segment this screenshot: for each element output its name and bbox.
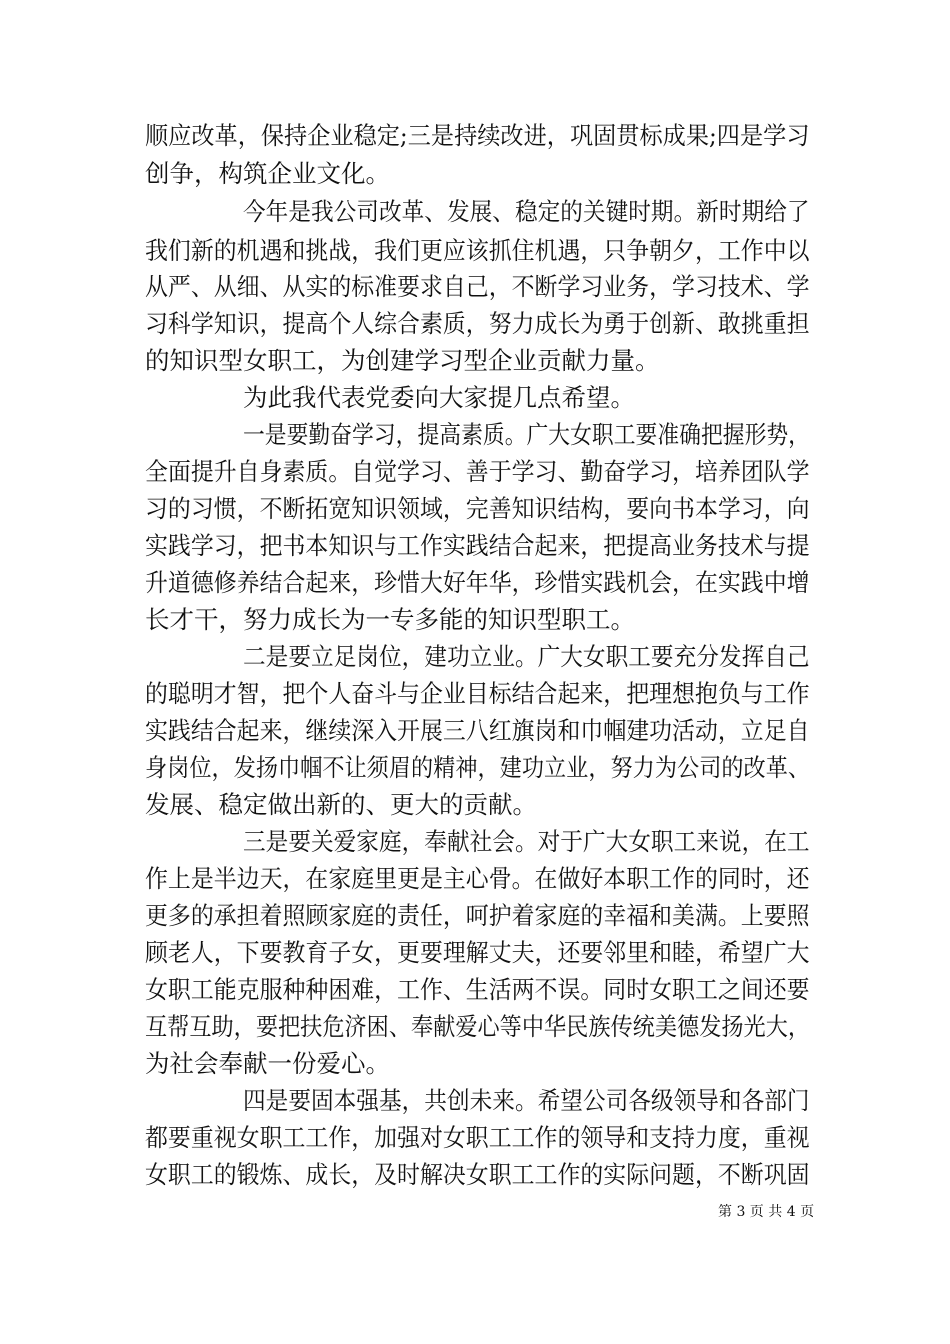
text-line: 女职工能克服种种困难，工作、生活两不误。同时女职工之间还要 [145, 975, 810, 1004]
text-line: 互帮互助，要把扶危济困、奉献爱心等中华民族传统美德发扬光大， [145, 1012, 811, 1041]
text-line: 实践结合起来，继续深入开展三八红旗岗和巾帼建功活动，立足自 [145, 716, 810, 745]
text-line: 都要重视女职工工作，加强对女职工工作的领导和支持力度，重视 [145, 1123, 810, 1152]
text-line: 为此我代表党委向大家提几点希望。 [243, 383, 635, 412]
text-line: 更多的承担着照顾家庭的责任，呵护着家庭的幸福和美满。上要照 [145, 901, 810, 930]
text-line: 作上是半边天，在家庭里更是主心骨。在做好本职工作的同时，还 [145, 864, 810, 893]
text-line: 创争，构筑企业文化。 [145, 159, 390, 188]
text-line: 身岗位，发扬巾帼不让须眉的精神，建功立业，努力为公司的改革、 [145, 753, 811, 782]
page-number: 第 3 页 共 4 页 [718, 1204, 815, 1220]
text-line: 全面提升自身素质。自觉学习、善于学习、勤奋学习，培养团队学 [145, 457, 810, 486]
text-line: 我们新的机遇和挑战，我们更应该抓住机遇，只争朝夕，工作中以 [145, 236, 810, 265]
text-line: 顾老人，下要教育子女，更要理解丈夫，还要邻里和睦，希望广大 [145, 938, 810, 967]
text-line: 长才干，努力成长为一专多能的知识型职工。 [145, 605, 635, 634]
text-line: 实践学习，把书本知识与工作实践结合起来，把提高业务技术与提 [145, 531, 810, 560]
text-line: 习科学知识，提高个人综合素质，努力成长为勇于创新、敢挑重担 [145, 309, 810, 338]
text-line: 习的习惯，不断拓宽知识领域，完善知识结构，要向书本学习，向 [145, 494, 810, 523]
text-line: 二是要立足岗位，建功立业。广大女职工要充分发挥自己 [243, 642, 810, 671]
text-line: 升道德修养结合起来，珍惜大好年华，珍惜实践机会，在实践中增 [145, 568, 810, 597]
text-line: 今年是我公司改革、发展、稳定的关键时期。新时期给了 [243, 197, 810, 226]
text-line: 发展、稳定做出新的、更大的贡献。 [145, 790, 537, 819]
text-line: 一是要勤奋学习，提高素质。广大女职工要准确把握形势， [243, 420, 810, 449]
text-line: 女职工的锻炼、成长，及时解决女职工工作的实际问题，不断巩固 [145, 1160, 810, 1189]
text-line: 从严、从细、从实的标准要求自己，不断学习业务，学习技术、学 [145, 272, 810, 301]
text-line: 的知识型女职工，为创建学习型企业贡献力量。 [145, 346, 660, 375]
text-line: 的聪明才智，把个人奋斗与企业目标结合起来，把理想抱负与工作 [145, 679, 810, 708]
text-line: 为社会奉献一份爱心。 [145, 1049, 390, 1078]
text-line: 四是要固本强基，共创未来。希望公司各级领导和各部门 [243, 1086, 810, 1115]
text-line: 三是要关爱家庭，奉献社会。对于广大女职工来说，在工 [243, 827, 810, 856]
text-line: 顺应改革，保持企业稳定;三是持续改进，巩固贯标成果;四是学习 [145, 121, 810, 150]
